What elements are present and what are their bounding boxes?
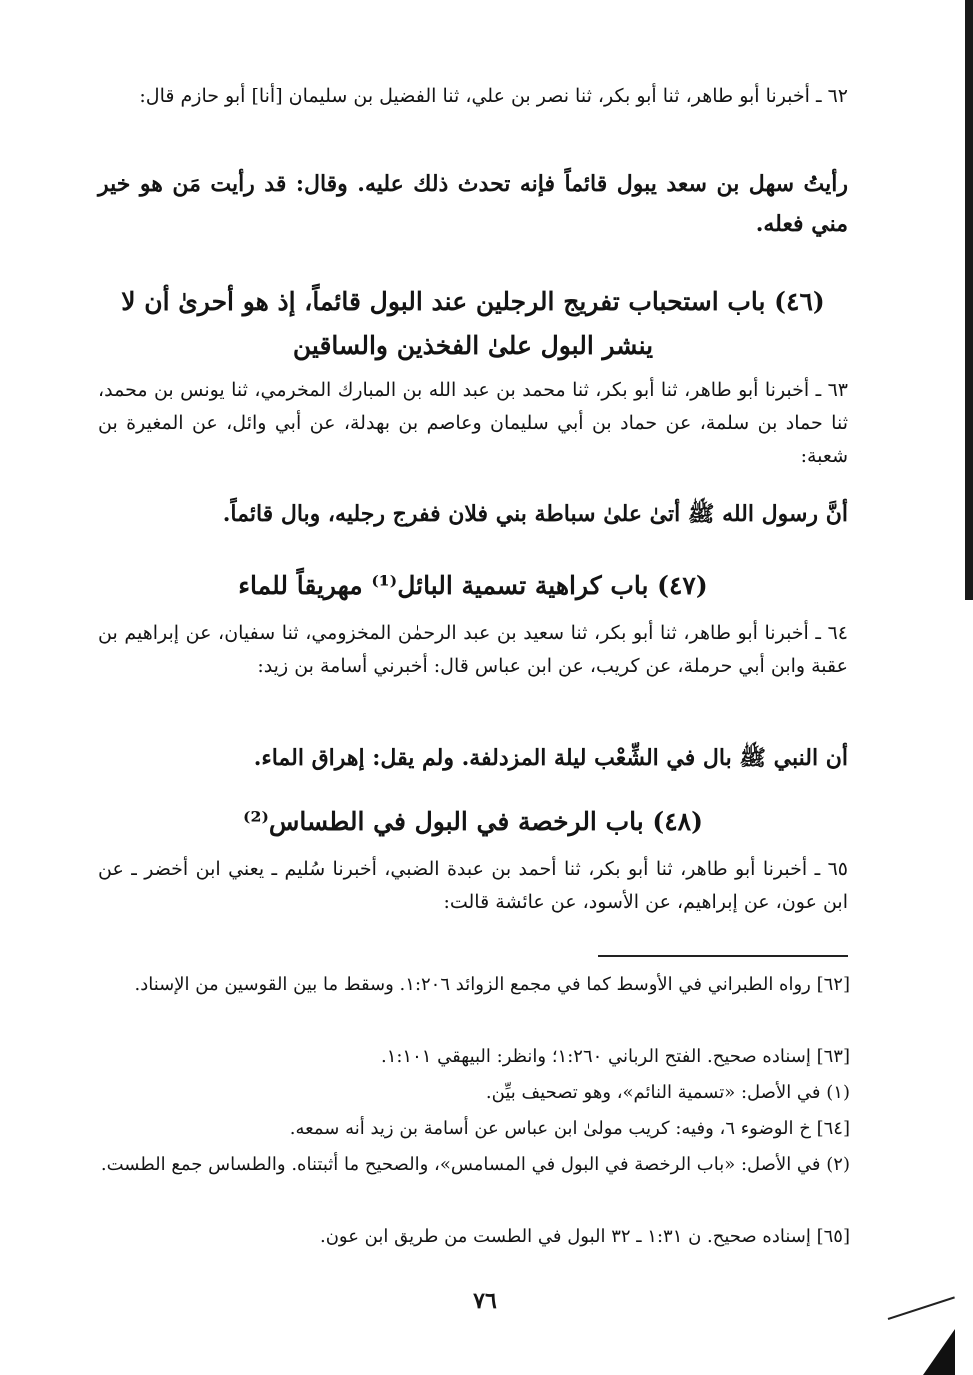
hadith-62-isnad: ٦٢ ـ أخبرنا أبو طاهر، ثنا أبو بكر، ثنا نصر بن علي، ثنا الفضيل بن سليمان [أنا] أبو حازم قال:	[139, 85, 848, 107]
footnote-1: (١) في الأصل: «تسمية النائم»، وهو تصحيف بيِّن.	[485, 1082, 850, 1103]
footnote-65: [٦٥] إسناده صحيح. ن ١:٣١ ـ ٣٢ البول في الطست من طريق ابن عون.	[319, 1226, 850, 1247]
page-number: ٧٦	[473, 1288, 497, 1314]
hadith-65-isnad: ٦٥ ـ أخبرنا أبو طاهر، ثنا أبو بكر، ثنا أحمد بن عبدة الضبي، أخبرنا سُليم ـ يعني ابن أخضر ـ عن ابن عون، عن إبراهيم، عن الأسود، عن عائشة قالت:	[98, 858, 848, 913]
chapter-48-heading: (٤٨) باب الرخصة في البول في الطساس⁽²⁾	[243, 807, 703, 836]
hadith-64-matn: أن النبي ﷺ بال في الشِّعْب ليلة المزدلفة. ولم يقل: إهراق الماء.	[253, 745, 848, 771]
footnote-separator	[598, 955, 848, 957]
footnote-2: (٢) في الأصل: «باب الرخصة في البول في المسامس»، والصحيح ما أثبتناه. والطساس جمع الطست.	[100, 1154, 850, 1175]
hadith-63-isnad: ٦٣ ـ أخبرنا أبو طاهر، ثنا أبو بكر، ثنا محمد بن عبد الله بن المبارك المخرمي، ثنا يونس بن محمد، ثنا حماد بن سلمة، عن حماد بن أبي سليمان وعاصم بن بهدلة، عن أبي وائل، عن المغيرة بن شعبة:	[98, 379, 848, 467]
hadith-63-matn: أنَّ رسول الله ﷺ أتىٰ علىٰ سباطة بني فلان ففرج رجليه، وبال قائماً.	[222, 501, 848, 527]
hadith-64-isnad: ٦٤ ـ أخبرنا أبو طاهر، ثنا أبو بكر، ثنا سعيد بن عبد الرحمٰن المخزومي، ثنا سفيان، عن إبراهيم بن عقبة وابن أبي حرملة، عن كريب، عن ابن عباس قال: أخبرني أسامة بن زيد:	[98, 622, 848, 677]
scan-corner-shadow	[923, 1329, 955, 1375]
chapter-46-heading: (٤٦) باب استحباب تفريج الرجلين عند البول قائماً، إذ هو أحرىٰ أن لا ينشر البول علىٰ الفخذين والساقين	[121, 287, 825, 360]
pen-mark	[888, 1296, 955, 1320]
scan-edge-shadow	[965, 0, 973, 600]
footnote-62: [٦٢] رواه الطبراني في الأوسط كما في مجمع الزوائد ١:٢٠٦. وسقط ما بين القوسين من الإسناد.	[134, 974, 850, 995]
chapter-47-heading: (٤٧) باب كراهية تسمية البائل⁽¹⁾ مهريقاً للماء	[238, 571, 708, 600]
footnote-64: [٦٤] خ الوضوء ٦، وفيه: كريب مولىٰ ابن عباس عن أسامة بن زيد أنه سمعه.	[289, 1118, 850, 1139]
hadith-62-matn: رأيتُ سهل بن سعد يبول قائماً فإنه تحدث ذلك عليه. وقال: قد رأيت مَن هو خير مني فعله.	[98, 171, 848, 237]
footnote-63: [٦٣] إسناده صحيح. الفتح الرباني ١:٢٦٠؛ وانظر: البيهقي ١:١٠١.	[380, 1046, 850, 1067]
